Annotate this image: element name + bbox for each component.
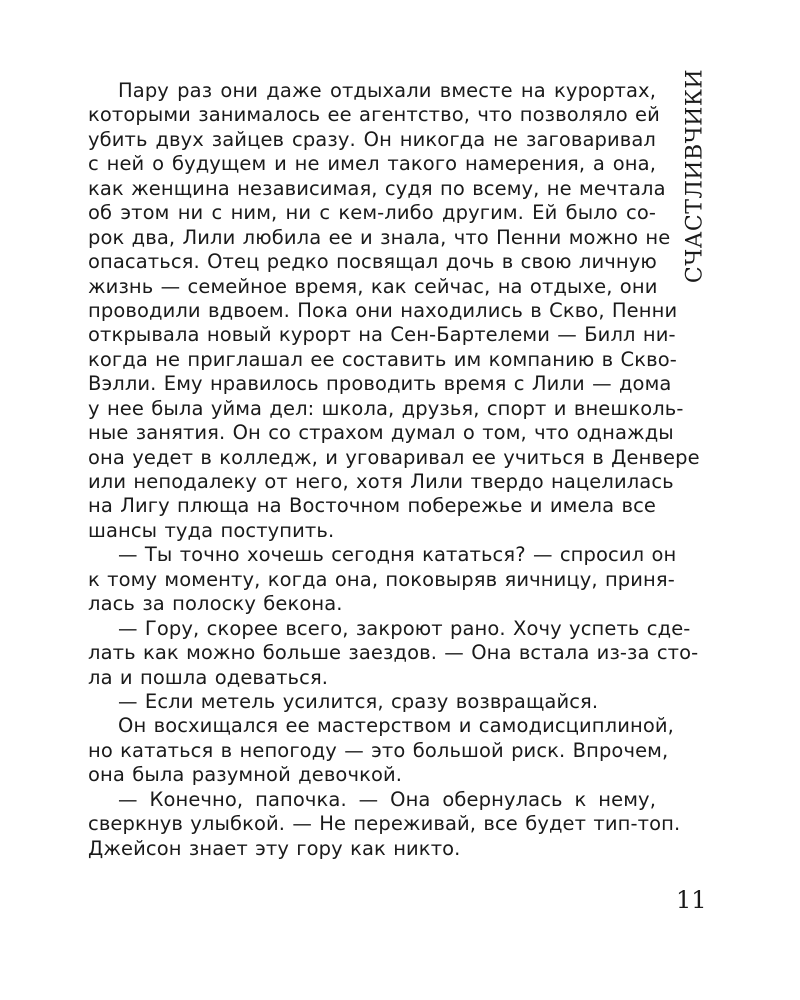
- text-line: — Конечно, папочка. — Она обернулась к нему,: [118, 787, 656, 811]
- text-line: лась за полоску бекона.: [88, 592, 343, 616]
- text-line: к тому моменту, когда она, поковыряв яичницу, приня-: [88, 567, 675, 591]
- text-line: с ней о будущем и не имел такого намерения, а она,: [88, 152, 656, 176]
- running-head: [678, 68, 712, 283]
- text-line: об этом ни с ним, ни с кем-либо другим. Ей было со-: [88, 201, 656, 225]
- text-line: ла и пошла одеваться.: [88, 665, 329, 689]
- text-line: ные занятия. Он со страхом думал о том, что однажды: [88, 421, 674, 445]
- text-line: Пару раз они даже отдыхали вместе на курортах,: [118, 79, 656, 102]
- text-line: шансы туда поступить.: [88, 518, 335, 542]
- text-line: — Если метель усилится, сразу возвращайся.: [118, 689, 599, 713]
- text-line: — Гору, скорее всего, закроют рано. Хочу успеть сде-: [118, 616, 691, 640]
- text-line: Джейсон знает эту гору как никто.: [88, 836, 461, 860]
- text-line: опасаться. Отец редко посвящал дочь в свою личную: [88, 250, 657, 274]
- text-line: она уедет в колледж, и уговаривал ее учиться в Денвере: [88, 445, 700, 469]
- text-line: когда не приглашал ее составить им компанию в Скво-: [88, 347, 677, 371]
- text-line: жизнь — семейное время, как сейчас, на отдыхе, они: [88, 274, 658, 298]
- text-line: у нее была уйма дел: школа, друзья, спорт и внешколь-: [88, 396, 684, 420]
- text-line: Вэлли. Ему нравилось проводить время с Лили — дома: [88, 372, 672, 396]
- page-number: 11: [676, 886, 707, 914]
- running-head-title: СЧАСТЛИВЧИКИ: [682, 68, 708, 283]
- text-line: проводили вдвоем. Пока они находились в Скво, Пенни: [88, 298, 678, 322]
- text-line: как женщина независимая, судя по всему, не мечтала: [88, 176, 666, 200]
- text-line: она была разумной девочкой.: [88, 763, 403, 787]
- text-line: сверкнув улыбкой. — Не переживай, все будет тип-топ.: [88, 812, 681, 836]
- text-line: но кататься в непогоду — это большой риск. Впрочем,: [88, 738, 669, 762]
- text-line: на Лигу плюща на Восточном побережье и имела все: [88, 494, 656, 518]
- text-line: или неподалеку от него, хотя Лили твердо нацелилась: [88, 470, 674, 493]
- text-line: лать как можно больше заездов. — Она встала из-за сто-: [88, 641, 699, 665]
- text-line: убить двух зайцев сразу. Он никогда не заговаривал: [88, 127, 656, 151]
- text-line: открывала новый курорт на Сен-Бартелеми — Билл ни-: [88, 323, 676, 347]
- text-line: Он восхищался ее мастерством и самодисциплиной,: [118, 714, 674, 738]
- text-line: рок два, Лили любила ее и знала, что Пенни можно не: [88, 225, 671, 249]
- text-line: — Ты точно хочешь сегодня кататься? — спросил он: [118, 543, 677, 567]
- text-line: которыми занималось ее агентство, что позволяло ей: [88, 103, 660, 127]
